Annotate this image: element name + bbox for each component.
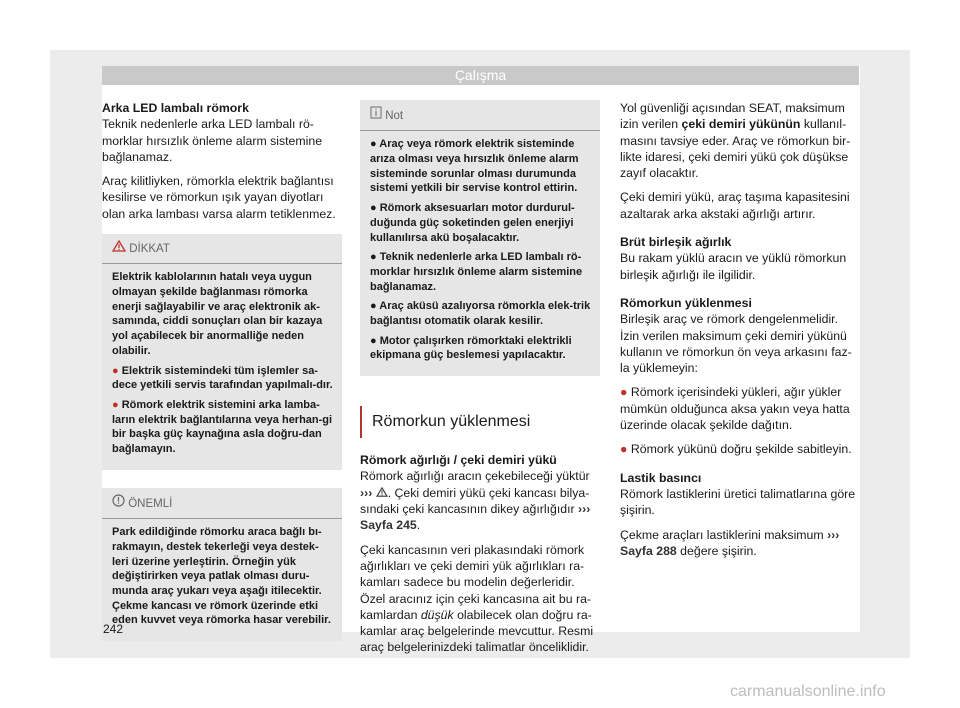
bullet-item	[620, 384, 860, 433]
bullet-icon: ●	[112, 364, 119, 377]
page-reference-link[interactable]: ››› Sayfa 245	[360, 502, 591, 533]
note-box	[360, 100, 600, 376]
text: olabilecek olan doğru ra-kamlar araç belgelerinde mevcuttur. Resmi araç belgelerinizdeki talimatlar önceliklidir.	[360, 607, 594, 655]
note-icon	[370, 106, 382, 124]
reference-arrow[interactable]: ›››	[360, 485, 373, 500]
warning-header	[102, 234, 342, 264]
italic-text: düşük	[420, 607, 454, 622]
heading: Römorkun yüklenmesi	[620, 295, 752, 310]
text: değere şişirin.	[680, 543, 757, 558]
note-item-text: Teknik nedenlerle arka LED lambalı rö-morklar hırsızlık önleme alarm sistemine bağlanamaz.	[370, 251, 583, 293]
important-header	[102, 488, 342, 519]
heading: Arka LED lambalı römork	[102, 101, 249, 115]
note-item: ● Motor çalışırken römorktaki elektrikli ekipmana güç beslemesi yapılacaktır.	[370, 334, 572, 362]
note-item-text: Araç veya römork elektrik sisteminde arıza olması veya hırsızlık önleme alarm sisteminde sorunlar olması durumunda sistemi yetkili bir servise kontrol ettirin.	[370, 138, 579, 195]
note-item: ● Römork aksesuarları motor durdurul-duğunda güç soketinden gelen enerjiyi kullanılırsa akü boşalacaktır.	[370, 202, 575, 244]
warning-body	[102, 264, 342, 469]
note-item: ● Teknik nedenlerle arka LED lambalı rö-morklar hırsızlık önleme alarm sistemine bağlanamaz.	[370, 251, 583, 293]
warning-triangle-icon	[112, 240, 126, 257]
heading: Römork ağırlığı / çeki demiri yükü	[360, 453, 557, 468]
paragraph	[360, 542, 600, 656]
column-3	[620, 100, 860, 567]
important-text: Park edildiğinde römorku araca bağlı bı-rakmayın, destek tekerleği veya destek-leri üzerine yerleştirin. Örneğin yük değiştirirken veya patlak olması duru-munda araç yukarı veya aşağı itilecektir. Çekme kancası ve römork üzerinde etki eden kuvvet veya römorka hasar verebilir.	[112, 526, 331, 627]
note-body	[360, 131, 600, 376]
important-box	[102, 488, 342, 641]
text: kullanıl-masını tavsiye eder. Araç ve römorkun bir-likte idaresi, çeki demiri yükü çok düşükse zayıf olacaktır.	[620, 117, 851, 181]
note-item: ● Araç aküsü azalıyorsa römorkla elek-trik bağlantısı otomatik olarak kesilir.	[370, 300, 591, 328]
warning-box	[102, 234, 342, 470]
paragraph: Römork ağırlığı aracın çekebileceği yüktür ››› . Çeki demiri yükü çeki kancası bilya-sındaki çeki kancasının dikey ağırlığıdır ››› Sayfa 245.	[360, 469, 591, 533]
column-1	[102, 100, 342, 641]
paragraph: Araç kilitliyken, römorkla elektrik bağlantısı kesilirse ve römorkun ışık yayan diyotları olan arka lambası varsa alarm tetiklenmez.	[102, 174, 336, 221]
note-item-text: Araç aküsü azalıyorsa römorkla elek-trik bağlantısı otomatik olarak kesilir.	[370, 300, 591, 328]
page-margin-top	[50, 50, 910, 66]
exclamation-circle-icon	[112, 494, 125, 512]
important-body	[102, 519, 342, 641]
bullet-text: Römork yükünü doğru şekilde sabitleyin.	[630, 442, 852, 457]
paragraph	[620, 100, 860, 181]
text: Çeki kancasının veri plakasındaki römork ağırlıkları ve çeki demiri yük ağırlıkları ra-kamları sadece bu modelin değerleridir. Özel aracınız için çeki kancasına ait bu ra-kamlardan	[360, 542, 592, 622]
paragraph	[620, 527, 860, 560]
warning-bullet	[112, 364, 334, 393]
warning-title: DİKKAT	[129, 243, 170, 256]
note-item-text: Römork aksesuarları motor durdurul-duğunda güç soketinden gelen enerjiyi kullanılırsa akü boşalacaktır.	[370, 202, 575, 244]
page-reference-link[interactable]: ››› Sayfa 288	[620, 527, 840, 558]
paragraph: Teknik nedenlerle arka LED lambalı rö-morklar hırsızlık önleme alarm sistemine bağlanamaz.	[102, 117, 323, 164]
bullet-icon: ●	[112, 399, 119, 411]
paragraph: Birleşik araç ve römork dengelenmelidir. İzin verilen maksimum çeki demiri yükünü kullanın ve römorkun ön veya arkasını faz-la yüklemeyin:	[620, 312, 852, 376]
warning-triangle-icon	[376, 485, 388, 501]
page-number: 242	[103, 622, 124, 636]
bullet-icon: ●	[620, 385, 628, 400]
note-item: ● Araç veya römork elektrik sisteminde arıza olması veya hırsızlık önleme alarm sisteminde sorunlar olması durumunda sistemi yetkili bir servise kontrol ettirin.	[370, 138, 579, 195]
page-margin-right	[860, 50, 910, 658]
watermark: carmanualsonline.info	[730, 683, 886, 700]
paragraph: Bu rakam yüklü aracın ve yüklü römorkun birleşik ağırlığı ile ilgilidir.	[620, 251, 847, 282]
paragraph: Çeki demiri yükü, araç taşıma kapasitesini azaltarak arka akstaki ağırlığı artırır.	[620, 190, 850, 221]
bullet-icon: ●	[620, 442, 628, 457]
section-header: Çalışma	[102, 66, 859, 85]
warning-bullet-text: Elektrik sistemindeki tüm işlemler sa-dece yetkili servis tarafından yapılmalı-dır.	[112, 364, 333, 392]
bullet-text: Römork içerisindeki yükleri, ağır yükler mümkün olduğunca aksa yakın veya hatta üzerinde olacak şekilde dağıtın.	[620, 385, 850, 433]
warning-bullet-text: Römork elektrik sistemini arka lamba-ların elektrik bağlantılarına veya herhan-gi bir başka güç kaynağına asla doğru-dan bağlamayın.	[112, 399, 333, 456]
paragraph: Römork lastiklerini üretici talimatlarına göre şişirin.	[620, 486, 856, 518]
text: . Çeki demiri yükü çeki kancası bilya-sındaki çeki kancasının dikey ağırlığıdır	[360, 485, 590, 517]
section-title: Römorkun yüklenmesi	[360, 406, 600, 438]
heading: Brüt birleşik ağırlık	[620, 235, 732, 250]
text: Çekme araçları lastiklerini maksimum	[620, 527, 824, 542]
column-2	[360, 100, 600, 664]
heading: Lastik basıncı	[620, 470, 702, 485]
warning-bullet	[112, 398, 334, 457]
note-header	[360, 100, 600, 131]
text: Yol güvenliği açısından SEAT, maksimum izin verilen	[620, 101, 845, 132]
note-title: Not	[385, 110, 404, 122]
warning-text: Elektrik kablolarının hatalı veya uygun olmayan şekilde bağlanması römorka enerji sağlayabilir ve araç elektronik ak-samında, ciddi sonuçları olan bir kazaya yol açabilecek bir anormalliğe neden olabilir.	[112, 271, 323, 357]
bold-text: çeki demiri yükünün	[681, 117, 801, 132]
text: Römork ağırlığı aracın çekebileceği yüktür	[360, 469, 590, 484]
page-margin-left	[50, 50, 102, 658]
note-item-text: Motor çalışırken römorktaki elektrikli ekipmana güç beslemesi yapılacaktır.	[370, 334, 572, 362]
important-title: ÖNEMLİ	[128, 497, 173, 510]
bullet-item	[620, 441, 860, 457]
